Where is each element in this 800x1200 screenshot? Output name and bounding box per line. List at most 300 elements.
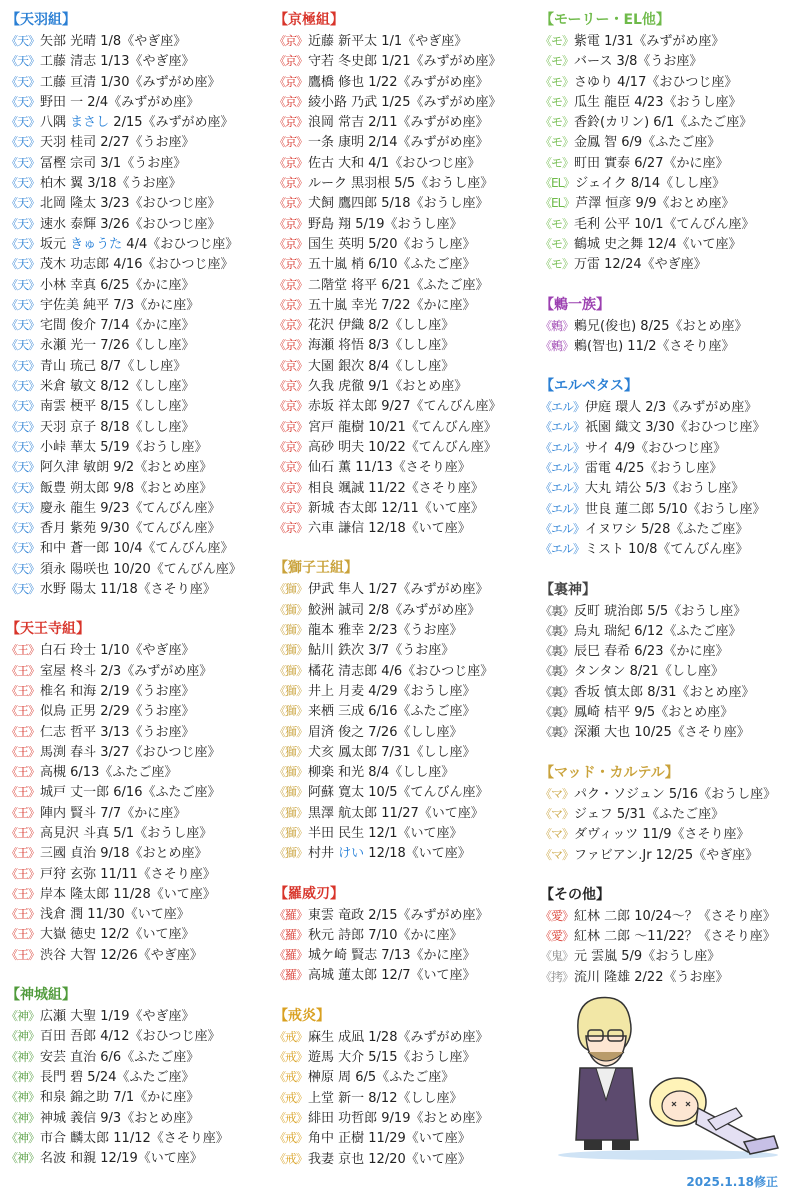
member-text: 高砂 明夫 10/22《てんびん座》: [308, 439, 497, 455]
member-row: [540, 31, 798, 51]
member-text: 秋元 詩郎 7/10《かに座》: [308, 927, 463, 943]
member-text: 12/18《いて座》: [364, 846, 471, 862]
group-tag: 《京》: [274, 500, 308, 515]
group-tag: 《戒》: [274, 1131, 308, 1146]
member-row: [6, 437, 268, 457]
group-tag: 《戒》: [274, 1090, 308, 1105]
member-row: [274, 579, 536, 599]
column-3: [540, 10, 798, 987]
member-text: 我妻 京也 12/20《いて座》: [308, 1151, 471, 1167]
member-text: 犬飼 鷹四郎 5/18《おうし座》: [308, 196, 489, 212]
group-tag: 《マ》: [540, 847, 574, 862]
member-text: 守若 冬史郎 1/21《みずがめ座》: [308, 54, 502, 70]
member-row: [274, 315, 536, 335]
member-text: 飯豊 朔太郎 9/8《おとめ座》: [40, 480, 213, 496]
group-tag: 《獅》: [274, 724, 308, 739]
group-tag: 《京》: [274, 94, 308, 109]
member-row: [540, 397, 798, 417]
group-tag: 《獅》: [274, 683, 308, 698]
member-text: 小峠 華太 5/19《おうし座》: [40, 439, 208, 455]
member-text: 赤坂 祥太郎 9/27《てんびん座》: [308, 399, 502, 415]
member-row: [274, 376, 536, 396]
group-tag: 《天》: [6, 94, 40, 109]
member-text: 紅林 二郎 10/24～？《さそり座》: [574, 908, 776, 924]
group-title: 【エルペタス】: [540, 378, 638, 395]
member-row: [274, 1108, 536, 1128]
member-row: [274, 701, 536, 721]
group-tag: 《天》: [6, 277, 40, 292]
member-row: [540, 112, 798, 132]
member-row: [274, 92, 536, 112]
member-text: 鶫(智也) 11/2《さそり座》: [574, 338, 735, 354]
member-row: [540, 824, 798, 844]
member-row: [6, 51, 268, 71]
group-tag: 《京》: [274, 135, 308, 150]
member-row: [6, 72, 268, 92]
member-row: [6, 1108, 268, 1128]
member-text: 椎名 和海 2/19《うお座》: [40, 683, 195, 699]
member-row: [6, 396, 268, 416]
member-row: [274, 681, 536, 701]
member-row: [6, 1087, 268, 1107]
member-text: 久我 虎徹 9/1《おとめ座》: [308, 379, 468, 395]
member-row: [6, 193, 268, 213]
member-text: 新城 杏太郎 12/11《いて座》: [308, 500, 484, 516]
member-row: [6, 1067, 268, 1087]
group-title: 【鶫一族】: [540, 296, 610, 313]
group-tag: 《マ》: [540, 827, 574, 842]
member-row: [274, 762, 536, 782]
member-text: 二階堂 将平 6/21《ふたご座》: [308, 277, 489, 293]
member-row: [6, 1047, 268, 1067]
member-row: [6, 681, 268, 701]
standing-character: [576, 997, 638, 1150]
member-row: [6, 153, 268, 173]
lying-character: [650, 1078, 778, 1154]
group-tag: 《天》: [6, 500, 40, 515]
group-tag: 《戒》: [274, 1050, 308, 1065]
group-tag: 《天》: [6, 155, 40, 170]
member-row: [6, 884, 268, 904]
member-text: 水野 陽太 11/18《さそり座》: [40, 582, 216, 598]
member-row: [274, 1047, 536, 1067]
group-tag: 《王》: [6, 744, 40, 759]
group-spacer: [540, 356, 798, 376]
group-tag: 《羅》: [274, 927, 308, 942]
member-text: ジェフ 5/31《ふたご座》: [574, 806, 725, 822]
member-text: 半田 民生 12/1《いて座》: [308, 825, 463, 841]
group-tag: 《京》: [274, 257, 308, 272]
character-illustration: [548, 990, 788, 1160]
member-text: 村井: [308, 846, 339, 862]
group-tag: 《拷》: [540, 969, 574, 984]
group-tag: 《神》: [6, 1049, 40, 1064]
member-text: 大嶽 徳史 12/2《いて座》: [40, 927, 195, 943]
member-text: 和中 蒼一郎 10/4《てんびん座》: [40, 541, 234, 557]
member-text: 工藤 清志 1/13《やぎ座》: [40, 54, 195, 70]
group-tag: 《天》: [6, 460, 40, 475]
member-text: 鷹橋 修也 1/22《みずがめ座》: [308, 74, 489, 90]
member-row: [6, 275, 268, 295]
member-row: [6, 173, 268, 193]
group-tag: 《京》: [274, 74, 308, 89]
group-tag: 《神》: [6, 1029, 40, 1044]
member-row: [6, 92, 268, 112]
member-text: 町田 實泰 6/27《かに座》: [574, 155, 729, 171]
member-text: 浅倉 潤 11/30《いて座》: [40, 907, 190, 923]
group-tag: 《獅》: [274, 744, 308, 759]
member-text: 宇佐美 純平 7/3《かに座》: [40, 297, 200, 313]
group-tag: 《獅》: [274, 846, 308, 861]
member-row: [540, 722, 798, 742]
member-text: 小林 幸真 6/25《かに座》: [40, 277, 195, 293]
member-row: [540, 72, 798, 92]
group-tag: 《獅》: [274, 704, 308, 719]
member-row: [540, 316, 798, 336]
member-row: [274, 295, 536, 315]
member-text: 毛利 公平 10/1《てんびん座》: [574, 216, 755, 232]
member-row: [274, 640, 536, 660]
member-text: さゆり 4/17《おひつじ座》: [574, 74, 738, 90]
member-text: 広瀬 大聖 1/19《やぎ座》: [40, 1009, 195, 1025]
group-tag: 《天》: [6, 176, 40, 191]
member-name-highlight: まさし: [70, 115, 110, 131]
group-tag: 《京》: [274, 358, 308, 373]
member-row: [274, 153, 536, 173]
group-tag: 《エル》: [540, 400, 585, 415]
member-row: [274, 417, 536, 437]
member-text: 井上 月麦 4/29《おうし座》: [308, 683, 476, 699]
member-text: 仙石 薫 11/13《さそり座》: [308, 460, 471, 476]
member-text: 白石 玲士 1/10《やぎ座》: [40, 643, 195, 659]
group-tag: 《天》: [6, 561, 40, 576]
member-text: 紅林 二郎 ～11/22？《さそり座》: [574, 929, 776, 945]
group-2-5: [540, 885, 798, 987]
member-row: [274, 356, 536, 376]
member-text: 天羽 京子 8/18《しし座》: [40, 419, 195, 435]
member-row: [274, 437, 536, 457]
member-text: 犬亥 鳳太郎 7/31《しし座》: [308, 744, 476, 760]
member-row: [274, 1149, 536, 1169]
group-tag: 《裏》: [540, 623, 574, 638]
group-tag: 《羅》: [274, 907, 308, 922]
group-spacer: [6, 599, 268, 619]
member-row: [274, 214, 536, 234]
group-0-0: [6, 10, 268, 599]
member-row: [540, 621, 798, 641]
member-row: [274, 112, 536, 132]
group-tag: 《天》: [6, 521, 40, 536]
member-row: [540, 51, 798, 71]
member-text: 緋田 功哲郎 9/19《おとめ座》: [308, 1110, 489, 1126]
member-row: [6, 356, 268, 376]
group-1-1: [274, 558, 536, 863]
group-2-3: [540, 580, 798, 743]
group-tag: 《エル》: [540, 440, 585, 455]
group-tag: 《モ》: [540, 34, 574, 48]
group-tag: 《神》: [6, 1110, 40, 1125]
group-tag: 《戒》: [274, 1151, 308, 1166]
member-row: [6, 945, 268, 965]
member-text: 龍本 雅幸 2/23《うお座》: [308, 623, 463, 639]
member-row: [274, 478, 536, 498]
group-1-0: [274, 10, 536, 538]
member-text: 仁志 哲平 3/13《うお座》: [40, 724, 195, 740]
group-tag: 《モ》: [540, 155, 574, 170]
member-row: [6, 376, 268, 396]
member-text: 五十嵐 幸光 7/22《かに座》: [308, 297, 476, 313]
member-text: 永瀬 光一 7/26《しし座》: [40, 338, 195, 354]
member-text: 国生 英明 5/20《おうし座》: [308, 236, 476, 252]
member-text: 橘花 清志郎 4/6《おひつじ座》: [308, 663, 494, 679]
member-text: 4/4《おひつじ座》: [122, 236, 239, 252]
group-tag: 《天》: [6, 419, 40, 434]
member-row: [540, 438, 798, 458]
group-title: 【戒炎】: [274, 1007, 330, 1024]
member-text: 綾小路 乃武 1/25《みずがめ座》: [308, 94, 502, 110]
member-text: 陣内 賢斗 7/7《かに座》: [40, 805, 187, 821]
group-tag: 《京》: [274, 297, 308, 312]
member-text: 高城 蓮太郎 12/7《いて座》: [308, 968, 476, 984]
group-tag: 《鬼》: [540, 949, 574, 964]
member-row: [6, 803, 268, 823]
member-row: [6, 722, 268, 742]
member-row: [274, 742, 536, 762]
member-row: [540, 478, 798, 498]
group-title: 【天王寺組】: [6, 621, 90, 638]
group-tag: 《エル》: [540, 481, 585, 496]
group-tag: 《天》: [6, 236, 40, 251]
group-tag: 《京》: [274, 54, 308, 69]
member-text: 鶫兄(俊也) 8/25《おとめ座》: [574, 318, 748, 334]
member-row: [274, 31, 536, 51]
group-tag: 《エル》: [540, 420, 585, 435]
group-title: 【京極組】: [274, 12, 344, 28]
member-text: 眉済 俊之 7/26《しし座》: [308, 724, 463, 740]
group-tag: 《裏》: [540, 664, 574, 679]
member-text: 冨樫 宗司 3/1《うお座》: [40, 155, 187, 171]
member-text: 安芸 直治 6/6《ふたご座》: [40, 1049, 200, 1065]
group-tag: 《京》: [274, 236, 308, 251]
member-row: [274, 823, 536, 843]
member-text: 鳳崎 桔平 9/5《おとめ座》: [574, 705, 734, 721]
member-text: 伊庭 環人 2/3《みずがめ座》: [585, 400, 758, 416]
member-text: 辰巳 春希 6/23《かに座》: [574, 644, 729, 660]
member-text: バース 3/8《うお座》: [574, 54, 703, 70]
member-text: 鶴城 史之舞 12/4《いて座》: [574, 236, 742, 252]
member-row: [274, 843, 536, 863]
member-text: 近藤 新平太 1/1《やぎ座》: [308, 34, 468, 49]
member-text: タンタン 8/21《しし座》: [574, 664, 724, 680]
group-tag: 《裏》: [540, 705, 574, 720]
group-tag: 《王》: [6, 643, 40, 658]
member-row: [274, 234, 536, 254]
member-text: ルーク 黒羽根 5/5《おうし座》: [308, 176, 494, 192]
group-tag: 《京》: [274, 277, 308, 292]
member-text: 紫電 1/31《みずがめ座》: [574, 34, 725, 49]
group-tag: 《神》: [6, 1090, 40, 1105]
group-tag: 《京》: [274, 196, 308, 211]
member-text: 渋谷 大智 12/26《やぎ座》: [40, 947, 203, 963]
member-row: [540, 336, 798, 356]
group-tag: 《天》: [6, 216, 40, 231]
member-row: [6, 315, 268, 335]
group-tag: 《羅》: [274, 968, 308, 983]
member-row: [274, 254, 536, 274]
group-spacer: [540, 743, 798, 763]
column-1: [6, 10, 268, 1168]
group-tag: 《天》: [6, 297, 40, 312]
member-row: [274, 600, 536, 620]
group-title: 【天羽組】: [6, 12, 76, 28]
group-tag: 《京》: [274, 399, 308, 414]
member-text: 矢部 光晴 1/8《やぎ座》: [40, 34, 187, 49]
group-tag: 《天》: [6, 358, 40, 373]
group-tag: 《天》: [6, 399, 40, 414]
member-text: 速水 泰輝 3/26《おひつじ座》: [40, 216, 221, 232]
member-text: 阿久津 敏朗 9/2《おとめ座》: [40, 460, 213, 476]
group-tag: 《裏》: [540, 644, 574, 659]
member-row: [274, 620, 536, 640]
member-row: [540, 214, 798, 234]
member-text: 鮫洲 誠司 2/8《みずがめ座》: [308, 602, 481, 618]
member-text: 米倉 敏文 8/12《しし座》: [40, 379, 195, 395]
group-tag: 《京》: [274, 115, 308, 130]
member-row: [274, 72, 536, 92]
member-row: [6, 31, 268, 51]
member-text: 高槻 6/13《ふたご座》: [40, 765, 178, 781]
group-1-2: [274, 884, 536, 986]
group-title: 【モーリー・EL他】: [540, 12, 670, 28]
group-tag: 《王》: [6, 886, 40, 901]
member-row: [274, 925, 536, 945]
group-tag: 《裏》: [540, 725, 574, 740]
member-text: 和泉 錦之助 7/1《かに座》: [40, 1090, 200, 1106]
member-row: [274, 1027, 536, 1047]
group-tag: 《天》: [6, 338, 40, 353]
member-text: 岸本 隆太郎 11/28《いて座》: [40, 886, 216, 902]
member-text: 阿蘇 寛太 10/5《てんびん座》: [308, 785, 489, 801]
member-row: [274, 945, 536, 965]
member-row: [6, 579, 268, 599]
group-tag: 《エル》: [540, 521, 585, 536]
member-text: 六車 謙信 12/18《いて座》: [308, 521, 471, 537]
member-row: [540, 92, 798, 112]
member-text: 榊原 周 6/5《ふたご座》: [308, 1070, 455, 1086]
member-text: 室屋 柊斗 2/3《みずがめ座》: [40, 663, 213, 679]
group-tag: 《天》: [6, 582, 40, 597]
group-title: 【マッド・カルテル】: [540, 764, 679, 781]
group-tag: 《天》: [6, 379, 40, 394]
member-row: [540, 641, 798, 661]
group-tag: 《京》: [274, 419, 308, 434]
member-text: 宅間 俊介 7/14《かに座》: [40, 318, 195, 334]
member-row: [6, 518, 268, 538]
member-text: 2/15《みずがめ座》: [109, 115, 234, 131]
member-row: [274, 905, 536, 925]
member-text: 戸狩 玄弥 11/11《さそり座》: [40, 866, 216, 882]
member-text: ミスト 10/8《てんびん座》: [585, 542, 749, 558]
group-spacer: [274, 538, 536, 558]
member-name-highlight: けい: [338, 846, 365, 862]
member-row: [6, 417, 268, 437]
member-row: [540, 906, 798, 926]
member-text: 麻生 成凪 1/28《みずがめ座》: [308, 1029, 489, 1045]
group-tag: 《王》: [6, 866, 40, 881]
member-text: 神城 義信 9/3《おとめ座》: [40, 1110, 200, 1126]
member-row: [274, 782, 536, 802]
group-spacer: [540, 865, 798, 885]
group-spacer: [6, 965, 268, 985]
member-text: 名波 和親 12/19《いて座》: [40, 1151, 203, 1167]
group-tag: 《王》: [6, 927, 40, 942]
group-0-2: [6, 985, 268, 1168]
member-row: [6, 538, 268, 558]
group-2-0: [540, 10, 798, 275]
member-row: [6, 1006, 268, 1026]
group-tag: 《天》: [6, 541, 40, 556]
group-spacer: [540, 560, 798, 580]
member-text: 野島 翔 5/19《おうし座》: [308, 216, 463, 232]
member-row: [540, 193, 798, 213]
member-row: [274, 193, 536, 213]
member-text: 百田 吾郎 4/12《おひつじ座》: [40, 1029, 221, 1045]
member-text: 馬渕 春斗 3/27《おひつじ座》: [40, 744, 221, 760]
member-row: [6, 559, 268, 579]
group-tag: 《獅》: [274, 785, 308, 800]
member-text: 深瀬 大也 10/25《さそり座》: [574, 725, 750, 741]
member-row: [540, 539, 798, 559]
group-1-3: [274, 1006, 536, 1169]
member-row: [540, 519, 798, 539]
member-text: 香鈴(カリン) 6/1《ふたご座》: [574, 115, 753, 131]
member-text: 反町 琥治郎 5/5《おうし座》: [574, 603, 747, 619]
member-row: [6, 254, 268, 274]
member-row: [6, 478, 268, 498]
member-text: 花沢 伊織 8/2《しし座》: [308, 318, 455, 334]
member-row: [274, 498, 536, 518]
member-row: [274, 335, 536, 355]
member-row: [274, 173, 536, 193]
group-tag: 《エル》: [540, 501, 585, 516]
group-tag: 《獅》: [274, 663, 308, 678]
member-text: 大園 銀次 8/4《しし座》: [308, 358, 455, 374]
group-spacer: [274, 864, 536, 884]
member-text: 宮戸 龍樹 10/21《てんびん座》: [308, 419, 497, 435]
member-text: 上堂 新一 8/12《しし座》: [308, 1090, 463, 1106]
group-tag: 《獅》: [274, 765, 308, 780]
group-tag: 《獅》: [274, 602, 308, 617]
group-tag: 《エル》: [540, 542, 585, 557]
member-text: 浪岡 常吉 2/11《みずがめ座》: [308, 115, 489, 131]
member-row: [540, 601, 798, 621]
member-row: [6, 661, 268, 681]
member-text: 青山 琉己 8/7《しし座》: [40, 358, 187, 374]
group-tag: 《天》: [6, 257, 40, 272]
member-text: 伊武 隼人 1/27《みずがめ座》: [308, 582, 489, 598]
member-row: [274, 1128, 536, 1148]
member-text: ダヴィッツ 11/9《さそり座》: [574, 827, 750, 843]
group-tag: 《鶫》: [540, 318, 574, 333]
member-text: 香坂 慎太郎 8/31《おとめ座》: [574, 684, 755, 700]
member-row: [6, 132, 268, 152]
member-row: [6, 904, 268, 924]
member-text: 坂元: [40, 236, 71, 252]
member-row: [6, 498, 268, 518]
member-text: 柏木 翼 3/18《うお座》: [40, 176, 182, 192]
member-text: 芦澤 恒彦 9/9《おとめ座》: [575, 196, 735, 212]
member-text: 万雷 12/24《やぎ座》: [574, 257, 707, 273]
